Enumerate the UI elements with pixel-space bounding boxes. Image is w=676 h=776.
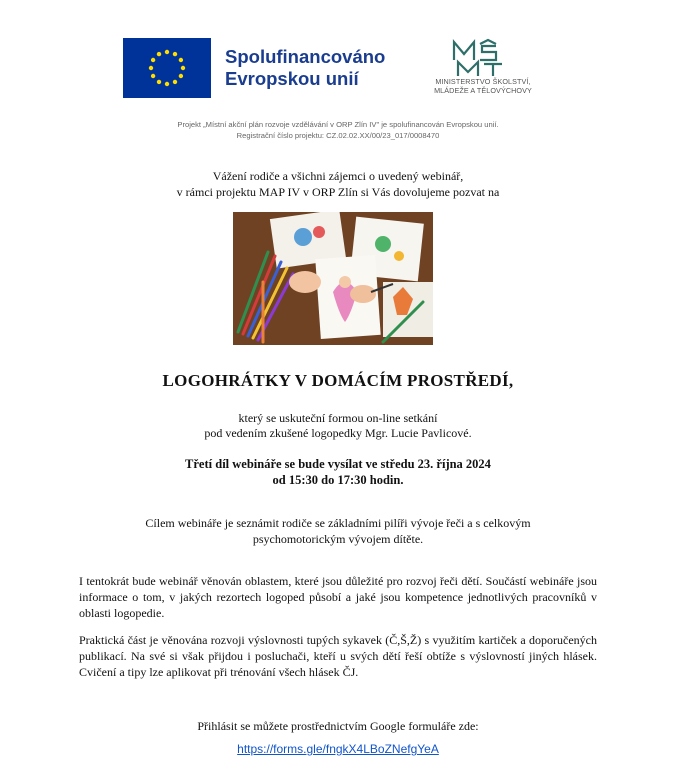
intro-line-2: v rámci projektu MAP IV v ORP Zlín si Vás dovolujeme pozvat na [176, 185, 500, 199]
msmt-caption-line-1: MINISTERSTVO ŠKOLSTVÍ, [435, 77, 531, 86]
signup-text: Přihlásit se můžete prostřednictvím Google formuláře zde: [197, 719, 479, 733]
eu-logo-line-1: Spolufinancováno [225, 46, 386, 67]
subline-line-1: který se uskuteční formou on-line setkání [238, 411, 438, 425]
goal-line-1: Cílem webináře je seznámit rodiče se základními pilíři vývoje řeči a s celkovým [145, 516, 531, 530]
webinar-subline [0, 411, 676, 441]
eu-cofinancing-logo [123, 38, 385, 98]
paragraph-topics: I tentokrát bude webinář věnován oblastem, které jsou důležité pro rozvoj řeči dětí. Součástí webináře jsou informace o tom, v jakých rezortech logoped působí a jaké jsou kompetence jednotlivých pracovníků v oblasti logopedie. [79, 574, 597, 620]
webinar-date [0, 456, 676, 488]
msmt-logo [418, 38, 548, 100]
webinar-title: LOGOHRÁTKY V DOMÁCÍM PROSTŘEDÍ, [162, 371, 514, 390]
subline-line-2: pod vedením zkušené logopedky Mgr. Lucie Pavlicové. [204, 426, 472, 440]
msmt-emblem-icon [450, 38, 516, 78]
intro-line-1: Vážení rodiče a všichni zájemci o uvedený webinář, [212, 169, 464, 183]
webinar-goal [0, 515, 676, 547]
date-line-2: od 15:30 do 17:30 hodin. [272, 473, 404, 487]
msmt-caption [418, 78, 548, 95]
paragraph-practical: Praktická část je věnována rozvoji výslovnosti tupých sykavek (Č,Š,Ž) s využitím kartiček a doporučených publikací. Na své si však přijdou i posluchači, kteří u svých dětí řeší obtíže s výslovností jiných hlásek. Cvičení a tipy lze aplikovat při trénování všech hlásek ČJ. [79, 633, 597, 679]
msmt-caption-line-2: MLÁDEŽE A TĚLOVÝCHOVY [434, 85, 532, 95]
goal-line-2: psychomotorickým vývojem dítěte. [252, 532, 424, 546]
intro-text [0, 168, 676, 200]
signup-link-container [0, 742, 676, 756]
google-form-link[interactable]: https://forms.gle/fngkX4LBoZNefgYeA [237, 742, 439, 756]
project-note-line-2: Registrační číslo projektu: CZ.02.02.XX/00/23_017/0008470 [236, 130, 440, 140]
project-note [0, 120, 676, 141]
children-drawing-photo [233, 212, 433, 345]
eu-logo-line-2: Evropskou unií [225, 68, 359, 89]
eu-logo-text [225, 46, 385, 90]
eu-flag-icon [123, 38, 211, 98]
project-note-line-1: Projekt „Místní akční plán rozvoje vzdělávání v ORP Zlín IV" je spolufinancován Evropskou unií. [177, 120, 499, 129]
date-line-1: Třetí díl webináře se bude vysílat ve středu 23. října 2024 [185, 457, 491, 471]
